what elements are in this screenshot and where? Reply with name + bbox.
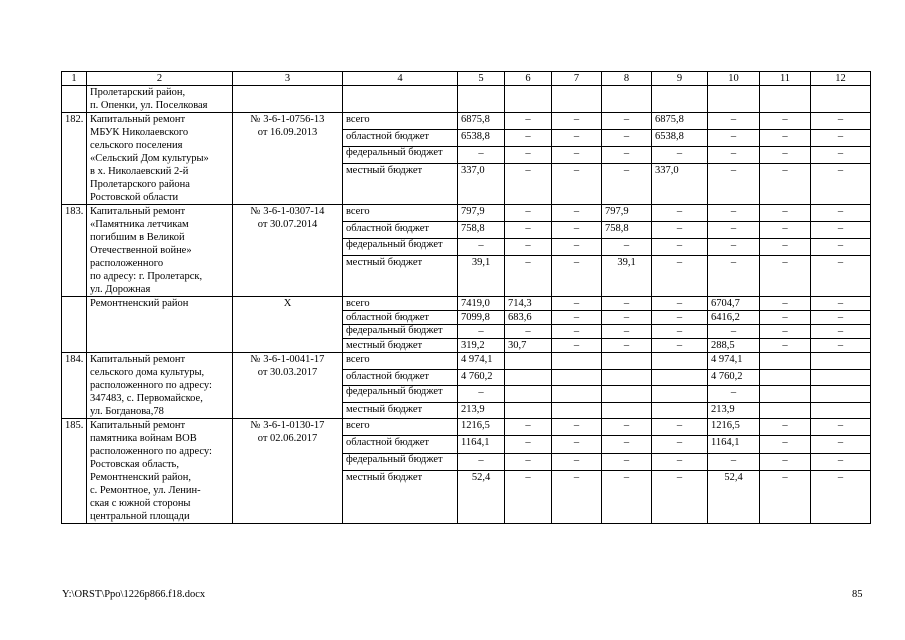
object-name: Капитальный ремонт памятника войнам ВОВ расположенного по адресу: Ростовская область, Ремонтненский район, с. Ремонтное, ул. Ленин- ская с южной стороны центральной площади bbox=[87, 419, 233, 524]
document-ref: № 3-6-1-0130-17 от 02.06.2017 bbox=[233, 419, 343, 524]
fund-type: областной бюджет bbox=[343, 311, 458, 325]
table-row: 182. Капитальный ремонт МБУК Николаевского сельского поселения «Сельский Дом культуры» в х. Николаевский 2-й Пролетарского района Ростовской области № 3-6-1-0756-13 от 16.09.2013 всего 6875,8 – – – 6875,8 – – – bbox=[62, 113, 871, 130]
footer-file-path: Y:\ORST\Ppo\1226p866.f18.docx bbox=[62, 589, 206, 600]
col-header: 10 bbox=[708, 72, 760, 86]
col-header: 7 bbox=[552, 72, 602, 86]
row-number: 185. bbox=[62, 419, 87, 524]
row-number: 183. bbox=[62, 205, 87, 297]
fund-type: всего bbox=[343, 113, 458, 130]
fund-type: местный бюджет bbox=[343, 256, 458, 297]
document-ref: № 3-6-1-0041-17 от 30.03.2017 bbox=[233, 353, 343, 419]
fund-type: федеральный бюджет bbox=[343, 386, 458, 403]
document-ref: Х bbox=[233, 297, 343, 353]
table-row: Ремонтненский район Х всего 7419,0 714,3 – – – 6704,7 – – bbox=[62, 297, 871, 311]
object-name: Капитальный ремонт сельского дома культуры, расположенного по адресу: 347483, с. Первомайское, ул. Богданова,78 bbox=[87, 353, 233, 419]
table-row: 183. Капитальный ремонт «Памятника летчикам погибшим в Великой Отечественной войне» расположенного по адресу: г. Пролетарск, ул. Дорожная № 3-6-1-0307-14 от 30.07.2014 всего 797,9 – – 797,9 – – – – bbox=[62, 205, 871, 222]
object-name: Капитальный ремонт «Памятника летчикам погибшим в Великой Отечественной войне» расположенного по адресу: г. Пролетарск, ул. Дорожная bbox=[87, 205, 233, 297]
fund-type: федеральный бюджет bbox=[343, 239, 458, 256]
fund-type: федеральный бюджет bbox=[343, 147, 458, 164]
fund-type: всего bbox=[343, 353, 458, 370]
fund-type: областной бюджет bbox=[343, 222, 458, 239]
col-header: 6 bbox=[505, 72, 552, 86]
col-header: 1 bbox=[62, 72, 87, 86]
col-header: 2 bbox=[87, 72, 233, 86]
row-number: 184. bbox=[62, 353, 87, 419]
fund-type: всего bbox=[343, 419, 458, 436]
object-name: Пролетарский район, п. Опенки, ул. Поселковая bbox=[87, 86, 233, 113]
fund-type: местный бюджет bbox=[343, 164, 458, 205]
fund-type: областной бюджет bbox=[343, 369, 458, 386]
row-number: 182. bbox=[62, 113, 87, 205]
col-header: 8 bbox=[602, 72, 652, 86]
object-name: Капитальный ремонт МБУК Николаевского сельского поселения «Сельский Дом культуры» в х. Николаевский 2-й Пролетарского района Ростовской области bbox=[87, 113, 233, 205]
col-header: 5 bbox=[458, 72, 505, 86]
fund-type: областной бюджет bbox=[343, 130, 458, 147]
document-ref: № 3-6-1-0756-13 от 16.09.2013 bbox=[233, 113, 343, 205]
table-row: 184. Капитальный ремонт сельского дома культуры, расположенного по адресу: 347483, с. Первомайское, ул. Богданова,78 № 3-6-1-0041-17 от 30.03.2017 всего 4 974,1 4 974,1 bbox=[62, 353, 871, 370]
document-table: 1 2 3 4 5 6 7 8 9 10 11 12 Пролетарский район, п. Опенки, ул. Поселковая 182. Капитальный ремонт МБУК Николаевского сельского поселения «Сельский Дом культуры» в х. Николаевский 2-й Пролетарского района Ростовской области № 3-6-1-0756-13 от 16.09.2013 всего 6875,8 – – – 6875,8 – – – областной бюджет 6538,8 – – – 6538,8 – – – федеральный бюджет – – – – – – – – местный бюджет 337,0 – – – 337,0 – – – 183. Капитальный ремонт «Памятника летчикам погибшим в Великой Отечественной войне» расположенного по адресу: г. Пролетарск, ул. Дорожная № 3-6-1-0307-14 от 30.07.2014 всего 797,9 – – 797,9 – – – – областной бюджет 758,8 – – 758,8 – – – – федеральный бюджет – – – – – – – – местный бюджет 39,1 – – 39,1 – – – – Ремонтненский район Х всего 7419,0 714,3 – – – 6704,7 – – областной бюджет 7099,8 683,6 – – – 6416,2 – – федеральный бюджет – – – – – – – – местный бюджет 319,2 30,7 – – – 288,5 – – 184. Капитальный ремонт сельского дома культуры, расположенного по адресу: 347483, с. Первомайское, ул. Богданова,78 № 3-6-1-0041-17 от 30.03.2017 всего 4 974,1 4 974,1 областной бюджет 4 760,2 4 760,2 федеральный бюджет – – местный бюджет 213,9 213,9 185. Капитальный ремонт памятника войнам ВОВ расположенного по адресу: Ростовская область, Ремонтненский район, с. Ремонтное, ул. Ленин- ская с южной стороны центральной площади № 3-6-1-0130-17 от 02.06.2017 всего 1216,5 – – – – 1216,5 – – областной бюджет 1164,1 – – – – 1164,1 – – федеральный бюджет – – – – – – – – местный бюджет 52,4 – – – – 52,4 – – bbox=[61, 71, 871, 524]
header-row bbox=[62, 72, 871, 86]
col-header: 12 bbox=[811, 72, 871, 86]
fund-type: областной бюджет bbox=[343, 436, 458, 453]
document-ref: № 3-6-1-0307-14 от 30.07.2014 bbox=[233, 205, 343, 297]
table-row: 185. Капитальный ремонт памятника войнам ВОВ расположенного по адресу: Ростовская область, Ремонтненский район, с. Ремонтное, ул. Ленин- ская с южной стороны центральной площади № 3-6-1-0130-17 от 02.06.2017 всего 1216,5 – – – – 1216,5 – – bbox=[62, 419, 871, 436]
col-header: 4 bbox=[343, 72, 458, 86]
fund-type: федеральный бюджет bbox=[343, 453, 458, 470]
page-number: 85 bbox=[852, 589, 863, 600]
col-header: 3 bbox=[233, 72, 343, 86]
fund-type: местный бюджет bbox=[343, 471, 458, 524]
fund-type: всего bbox=[343, 205, 458, 222]
table-row bbox=[62, 86, 871, 113]
fund-type: местный бюджет bbox=[343, 339, 458, 353]
col-header: 11 bbox=[760, 72, 811, 86]
fund-type: всего bbox=[343, 297, 458, 311]
col-header: 9 bbox=[652, 72, 708, 86]
fund-type: федеральный бюджет bbox=[343, 325, 458, 339]
fund-type: местный бюджет bbox=[343, 402, 458, 419]
district-name: Ремонтненский район bbox=[87, 297, 233, 353]
